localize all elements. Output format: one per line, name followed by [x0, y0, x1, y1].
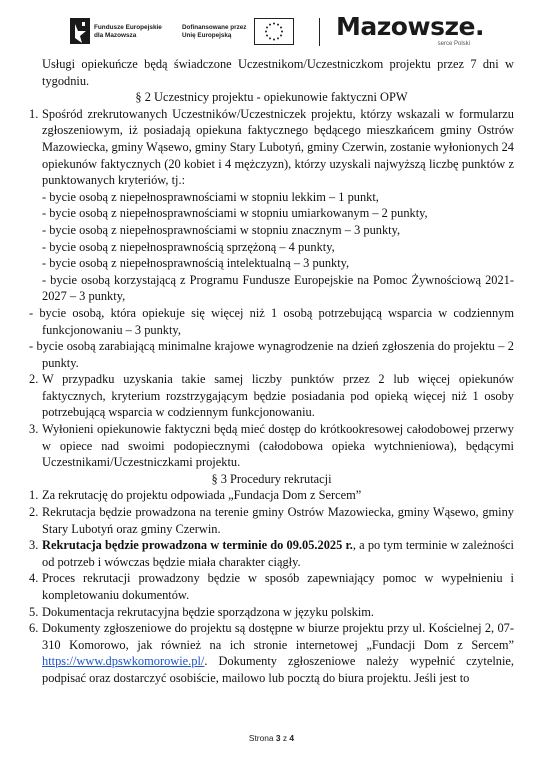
- s3-item-6: [29, 620, 514, 686]
- list-number: 3.: [29, 422, 39, 437]
- website-link[interactable]: https://www.dpswkomorowie.pl/: [42, 654, 205, 669]
- list-text: Za rekrutację do projektu odpowiada „Fundacja Dom z Sercem”: [42, 488, 362, 503]
- criteria-item: - bycie osobą z niepełnosprawnością intelektualną – 3 punkty,: [42, 256, 350, 271]
- s3-item-3: [29, 537, 514, 570]
- list-text: [42, 537, 514, 570]
- s3-6-text-post: . Dokumenty zgłoszeniowe należy wypełnić czytelnie, podpisać oraz dostarczyć osobiście, mailowo lub pocztą do biura projektu. Jeśli jest to: [42, 654, 514, 685]
- criteria-item: - bycie osobą z niepełnosprawnościami w stopniu umiarkowanym – 2 punkty,: [42, 206, 428, 221]
- eu-logo-text: Dofinansowane przez Unię Europejską: [182, 24, 247, 39]
- s3-item-2: [29, 504, 514, 537]
- section-3-heading: § 3 Procedury rekrutacji: [211, 471, 332, 486]
- s3-item-1: [29, 487, 514, 504]
- list-text: Dokumentacja rekrutacyjna będzie sporządzona w języku polskim.: [42, 604, 375, 619]
- mazowsze-wordmark: Mazowsze.: [336, 12, 484, 41]
- s2-item-1: [29, 106, 514, 189]
- s3-item-4: [29, 570, 514, 603]
- list-number: 5.: [29, 604, 39, 619]
- s3-6-text-pre: Dokumenty zgłoszeniowe do projektu są dostępne w biurze projektu przy ul. Kościelnej 2, 07-310 Komorowo, jak również na ich stronie internetowej „Fundacji Dom z Sercem”: [42, 621, 514, 652]
- s2-item-3: [29, 421, 514, 471]
- recruitment-deadline: Rekrutacja będzie prowadzona w terminie do 09.05.2025 r.: [42, 538, 353, 553]
- list-text: Wyłonieni opiekunowie faktyczni będą mieć dostęp do krótkookresowej całodobowej przerwy w opiece nad swoimi podopiecznymi (całodobowa opieka wytchnieniowa), będącymi Uczestnikami/Uczestniczkami projektu.: [42, 422, 514, 470]
- list-number: 4.: [29, 571, 39, 586]
- list-number: 3.: [29, 538, 39, 553]
- list-number: 2.: [29, 505, 39, 520]
- criteria-outer-item: - bycie osobą zarabiającą minimalne krajowe wynagrodzenie na dzień zgłoszenia do projektu – 2 punkty.: [29, 339, 514, 370]
- document-header: [0, 0, 543, 56]
- fe-star-flag-icon: [70, 14, 90, 48]
- list-number: 1.: [29, 106, 39, 121]
- page-footer: [0, 733, 543, 743]
- page-separator: z: [282, 733, 288, 743]
- list-text: Spośród zrekrutowanych Uczestników/Uczestniczek projektu, którzy wskazali w formularzu zgłoszeniowym, iż posiadają opiekuna faktycznego będącego mieszkańcem gminy Ostrów Mazowiecka, gminy Wąsewo, gminy Stary Lubotyń, gminy Czerwin, zostanie wyłonionych 24 opiekunów faktycznych (20 kobiet i 4 mężczyzn), którzy uzyskali najwyższą liczbę punktów z punktowanych kryteriów, tj.:: [42, 106, 514, 188]
- page-total: 4: [289, 733, 295, 743]
- list-number: 1.: [29, 488, 39, 503]
- page-current: 3: [275, 733, 281, 743]
- eu-cofinancing-logo: [182, 16, 298, 46]
- list-text: [42, 620, 514, 686]
- mazowsze-tagline: serce Polski: [437, 41, 470, 47]
- eu-flag-icon: [254, 18, 294, 45]
- criteria-item: - bycie osobą z niepełnosprawnościami w stopniu znacznym – 3 punkty,: [42, 222, 401, 237]
- document-body: [29, 56, 514, 687]
- list-number: 2.: [29, 372, 39, 387]
- logo-divider: [319, 18, 320, 46]
- criteria-item: - bycie osobą z niepełnosprawnością sprzężoną – 4 punkty,: [42, 239, 335, 254]
- list-text: Proces rekrutacji prowadzony będzie w sposób zapewniający pomoc w wypełnieniu i kompletowaniu dokumentów.: [42, 571, 514, 602]
- list-number: 6.: [29, 621, 39, 636]
- fe-logo-text: Fundusze Europejskie dla Mazowsza: [94, 24, 162, 39]
- s3-item-5: [29, 604, 514, 621]
- s2-item-2: [29, 371, 514, 421]
- criteria-item: - bycie osobą korzystającą z Programu Fundusze Europejskie na Pomoc Żywnościową 2021-2027 – 3 punkty,: [42, 272, 514, 304]
- mazowsze-logo: [334, 12, 484, 51]
- list-text: Rekrutacja będzie prowadzona na terenie gminy Ostrów Mazowiecka, gminy Wąsewo, gminy Stary Lubotyń oraz gminy Czerwin.: [42, 505, 514, 536]
- recruitment-deadline-rest: , a po tym terminie w zależności od potrzeb i wówczas będzie miała charakter ciągły.: [42, 538, 514, 569]
- list-text: W przypadku uzyskania takie samej liczby punktów przez 2 lub więcej opiekunów faktycznych, kryterium rozstrzygającym będzie posiadania pod opieką więcej niż 1 osoby potrzebującą wsparcia w codziennym funkcjonowaniu.: [42, 372, 514, 420]
- criteria-outer-item: - bycie osobą, która opiekuje się więcej niż 1 osobą potrzebującą wsparcia w codziennym funkcjonowaniu – 3 punkty,: [29, 305, 514, 337]
- section-2-heading: § 2 Uczestnicy projektu - opiekunowie faktyczni OPW: [135, 90, 408, 105]
- fundusze-europejskie-logo: [70, 14, 170, 48]
- criteria-list: [29, 189, 514, 305]
- page-label: Strona: [248, 733, 274, 743]
- criteria-item: - bycie osobą z niepełnosprawnościami w stopniu lekkim – 1 punkt,: [42, 189, 379, 204]
- intro-paragraph: Usługi opiekuńcze będą świadczone Uczestnikom/Uczestniczkom projektu przez 7 dni w tygodniu.: [42, 57, 514, 88]
